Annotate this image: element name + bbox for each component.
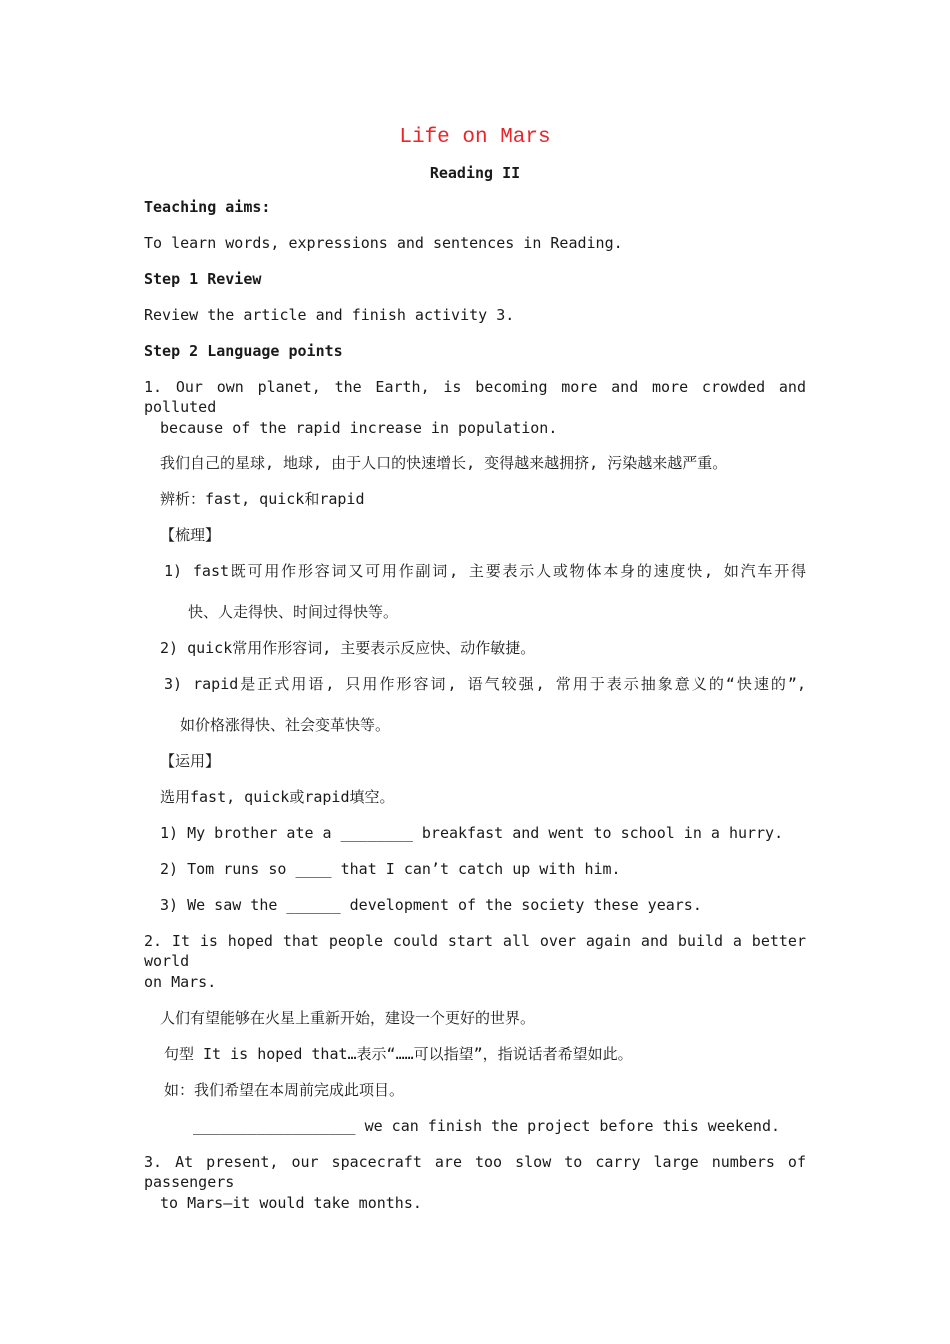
point1-sentence-line1: 1. Our own planet, the Earth, is becoming more and more crowded and polluted bbox=[144, 378, 806, 416]
point1-exercise3: 3) We saw the ______ development of the society these years. bbox=[160, 896, 702, 914]
point3-sentence-line1: 3. At present, our spacecraft are too slow to carry large numbers of passengers bbox=[144, 1153, 806, 1191]
point2-example: 如：我们希望在本周前完成此项目。 bbox=[164, 1081, 405, 1099]
point1-sort-item3-line1: 3) rapid是正式用语, 只用作形容词, 语气较强, 常用于表示抽象意义的“快速的”, bbox=[164, 675, 806, 693]
teaching-aims-heading: Teaching aims: bbox=[144, 198, 271, 216]
step1-text: Review the article and finish activity 3. bbox=[144, 306, 515, 324]
page-subtitle: Reading II bbox=[429, 164, 521, 182]
point1-exercise1: 1) My brother ate a ________ breakfast and went to school in a hurry. bbox=[160, 824, 784, 842]
point1-exercise2: 2) Tom runs so ____ that I can’t catch up with him. bbox=[160, 860, 621, 878]
step1-heading: Step 1 Review bbox=[144, 270, 262, 288]
point1-sort-item1-line1: 1) fast既可用作形容词又可用作副词, 主要表示人或物体本身的速度快, 如汽车开得 bbox=[164, 562, 806, 580]
point1-sort-heading: 【梳理】 bbox=[160, 526, 221, 544]
point2-fill-blank: __________________ we can finish the project before this weekend. bbox=[193, 1117, 780, 1135]
point3-sentence-line2: to Mars—it would take months. bbox=[160, 1194, 422, 1212]
point2-translation: 人们有望能够在火星上重新开始，建设一个更好的世界。 bbox=[160, 1009, 536, 1027]
point1-analysis: 辨析：fast, quick和rapid bbox=[160, 490, 365, 508]
teaching-aims-text: To learn words, expressions and sentences in Reading. bbox=[144, 234, 623, 252]
point1-use-instruction: 选用fast, quick或rapid填空。 bbox=[160, 788, 395, 806]
page-title: Life on Mars bbox=[399, 126, 551, 149]
point1-use-heading: 【运用】 bbox=[160, 752, 221, 770]
point1-sort-item2: 2) quick常用作形容词, 主要表示反应快、动作敏捷。 bbox=[160, 639, 536, 657]
point2-sentence-line2: on Mars. bbox=[144, 973, 217, 991]
point1-translation: 我们自己的星球, 地球, 由于人口的快速增长, 变得越来越拥挤, 污染越来越严重。 bbox=[160, 454, 728, 472]
point2-sentence-line1: 2. It is hoped that people could start all over again and build a better world bbox=[144, 932, 806, 970]
point1-sort-item3-line2: 如价格涨得快、社会变革快等。 bbox=[180, 716, 391, 734]
point1-sentence-line2: because of the rapid increase in population. bbox=[160, 419, 558, 437]
step2-heading: Step 2 Language points bbox=[144, 342, 343, 360]
point1-sort-item1-line2: 快、人走得快、时间过得快等。 bbox=[188, 603, 399, 621]
point2-pattern: 句型 It is hoped that…表示“……可以指望”，指说话者希望如此。 bbox=[164, 1045, 633, 1063]
